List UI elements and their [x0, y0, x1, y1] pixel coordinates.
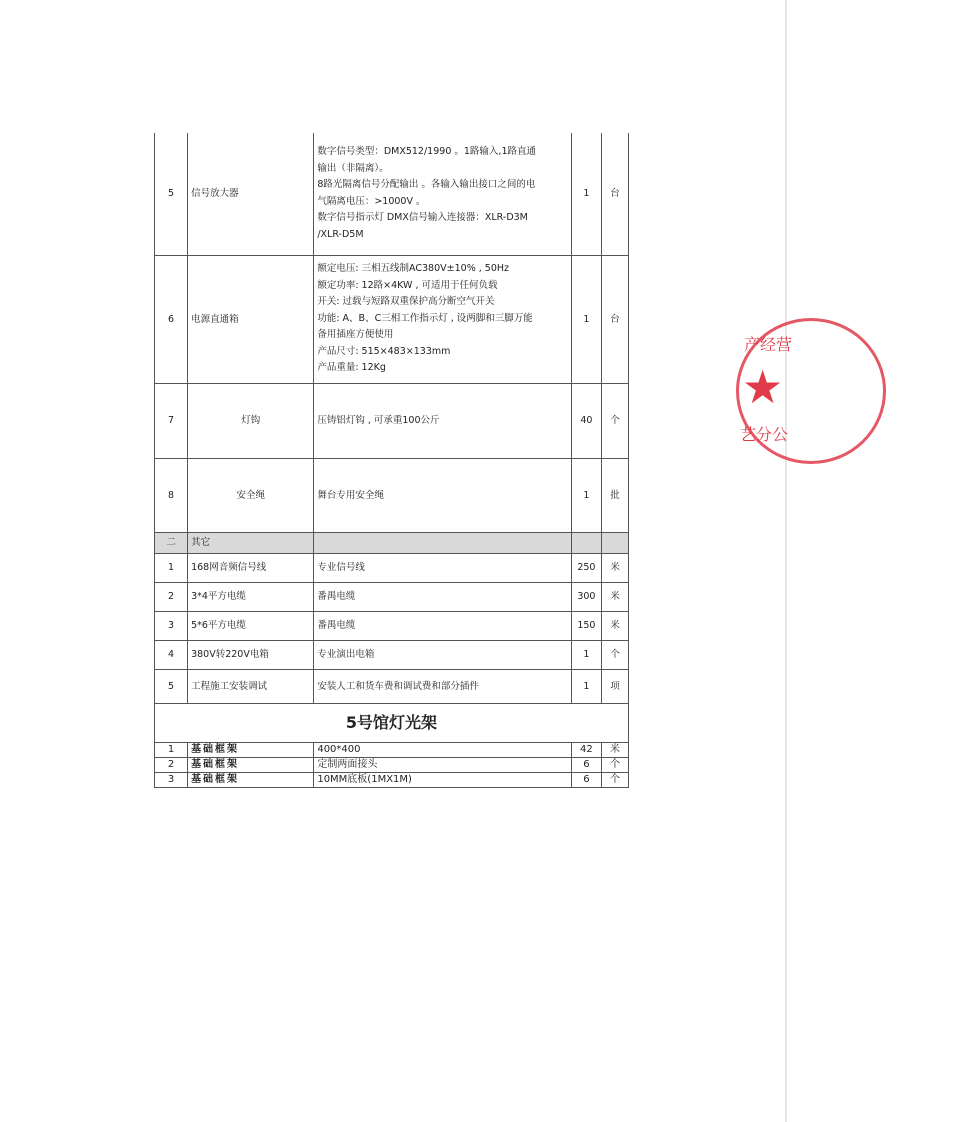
item-name: 基础框架 [188, 757, 314, 772]
row-index: 3 [155, 772, 188, 787]
table-row [155, 383, 629, 458]
spec-line: 产品重量: 12Kg [317, 362, 386, 374]
spec-line: 8路光隔离信号分配输出 。各输入输出接口之间的电 [317, 179, 536, 191]
item-quantity: 1 [571, 669, 601, 703]
item-spec: 10MM底板(1MX1M) [314, 772, 572, 787]
row-index: 2 [155, 757, 188, 772]
item-quantity: 42 [571, 742, 601, 757]
row-index: 7 [155, 383, 188, 458]
section-row-other [155, 532, 629, 553]
item-name: 基础框架 [188, 742, 314, 757]
section-empty-cell [571, 532, 601, 553]
spec-line: 数字信号指示灯 DMX信号输入连接器：XLR-D3M [317, 212, 528, 224]
item-quantity: 40 [571, 383, 601, 458]
item-unit: 个 [601, 383, 628, 458]
item-quantity: 6 [571, 772, 601, 787]
item-name: 3*4平方电缆 [188, 582, 314, 611]
item-name: 电源直通箱 [188, 255, 314, 383]
row-index: 5 [155, 669, 188, 703]
spec-line: 额定电压: 三相五线制AC380V±10% , 50Hz [317, 263, 509, 275]
table-row [155, 742, 629, 757]
equipment-table [154, 133, 629, 788]
item-quantity: 300 [571, 582, 601, 611]
table-row [155, 669, 629, 703]
item-unit: 米 [601, 742, 628, 757]
item-spec [314, 133, 572, 255]
table-row [155, 133, 629, 255]
item-unit: 台 [601, 133, 628, 255]
item-quantity: 6 [571, 757, 601, 772]
item-name: 安全绳 [188, 458, 314, 532]
item-name: 基础框架 [188, 772, 314, 787]
item-name: 380V转220V电箱 [188, 640, 314, 669]
table-row [155, 640, 629, 669]
item-unit: 台 [601, 255, 628, 383]
item-unit: 项 [601, 669, 628, 703]
item-quantity: 150 [571, 611, 601, 640]
table-row [155, 757, 629, 772]
section-empty-cell [601, 532, 628, 553]
item-spec: 压铸铝灯钩 , 可承重100公斤 [314, 383, 572, 458]
item-spec [314, 255, 572, 383]
item-unit: 个 [601, 757, 628, 772]
section-empty-cell [314, 532, 572, 553]
item-name: 工程施工安装调试 [188, 669, 314, 703]
item-unit: 个 [601, 640, 628, 669]
star-icon: ★ [742, 360, 784, 414]
table-row [155, 772, 629, 787]
item-spec: 400*400 [314, 742, 572, 757]
item-name: 灯钩 [188, 383, 314, 458]
spec-line: 开关: 过载与短路双重保护高分断空气开关 [317, 296, 495, 308]
table-row [155, 553, 629, 582]
item-unit: 米 [601, 582, 628, 611]
item-name: 5*6平方电缆 [188, 611, 314, 640]
section-title: 其它 [188, 532, 314, 553]
row-index: 6 [155, 255, 188, 383]
item-quantity: 250 [571, 553, 601, 582]
item-spec: 定制两面接头 [314, 757, 572, 772]
page-edge [785, 0, 787, 1122]
table-row [155, 255, 629, 383]
row-index: 8 [155, 458, 188, 532]
item-name: 信号放大器 [188, 133, 314, 255]
spec-line: 备用插座方便使用 [317, 329, 394, 341]
company-seal [736, 318, 793, 464]
item-quantity: 1 [571, 458, 601, 532]
item-spec: 安装人工和货车费和调试费和部分插件 [314, 669, 572, 703]
section-heading: 5号馆灯光架 [155, 703, 629, 742]
item-quantity: 1 [571, 133, 601, 255]
item-unit: 批 [601, 458, 628, 532]
row-index: 2 [155, 582, 188, 611]
row-index: 4 [155, 640, 188, 669]
item-spec: 专业信号线 [314, 553, 572, 582]
row-index: 1 [155, 553, 188, 582]
spec-line: 产品尺寸: 515×483×133mm [317, 345, 451, 357]
table-row [155, 611, 629, 640]
spec-line: 额定功率: 12路×4KW , 可适用于任何负载 [317, 279, 498, 291]
row-index: 3 [155, 611, 188, 640]
spec-line: 输出（非隔离）。 [317, 162, 389, 174]
item-unit: 米 [601, 553, 628, 582]
row-index: 5 [155, 133, 188, 255]
item-quantity: 1 [571, 255, 601, 383]
section-heading-row [155, 703, 629, 742]
item-unit: 个 [601, 772, 628, 787]
spec-line: 功能: A、B、C三相工作指示灯 , 设两脚和三脚万能 [317, 312, 533, 324]
spec-line: /XLR-D5M [317, 228, 364, 240]
table-row [155, 582, 629, 611]
section-index: 二 [155, 532, 188, 553]
item-quantity: 1 [571, 640, 601, 669]
item-spec: 专业演出电箱 [314, 640, 572, 669]
item-spec: 番禺电缆 [314, 611, 572, 640]
item-unit: 米 [601, 611, 628, 640]
table-row [155, 458, 629, 532]
item-name: 168网音频信号线 [188, 553, 314, 582]
seal-text-bottom: 艺分公 [740, 425, 789, 444]
spec-line: 数字信号类型：DMX512/1990 。1路输入,1路直通 [317, 146, 536, 158]
item-spec: 番禺电缆 [314, 582, 572, 611]
item-spec: 舞台专用安全绳 [314, 458, 572, 532]
spec-line: 气隔离电压：>1000V 。 [317, 195, 426, 207]
row-index: 1 [155, 742, 188, 757]
seal-text-top: 产经营 [744, 335, 793, 354]
